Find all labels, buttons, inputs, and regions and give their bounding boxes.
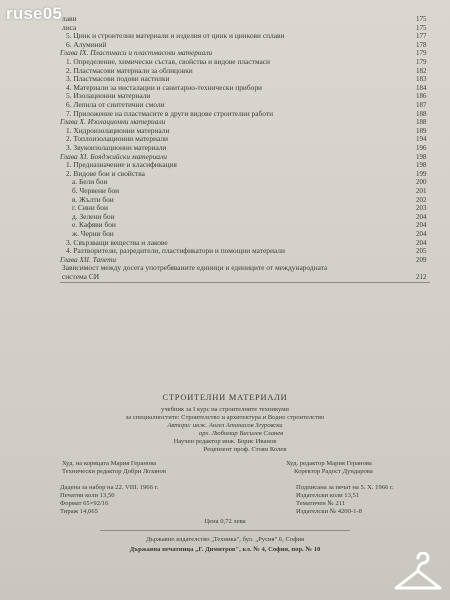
hanger-logo-icon <box>392 552 444 596</box>
cover-artist: Худ. на корицата Мария Геранова <box>62 460 157 467</box>
toc-entry-text: Глава IX. Пластмаси и пластмасови материали <box>60 48 213 58</box>
publisher: Държавно издателство „Техника", бул. „Русия" 6, София <box>145 536 305 543</box>
toc-page-number: 179 <box>416 49 427 58</box>
proofreader: Коректор Радост Дундарова <box>294 468 373 475</box>
toc-page-number: 177 <box>416 32 427 41</box>
toc-bottom-rule <box>60 282 430 283</box>
toc-page-number: 179 <box>416 58 427 66</box>
imprint-line: Рецензент проф. Стоян Колев <box>203 446 287 453</box>
toc-entry-text: г. Сини бои <box>72 203 108 213</box>
imprint-line: за специалностите: Строителство и архитектура и Водно строителство <box>125 414 325 421</box>
print-detail-line: Тираж 14,065 <box>60 508 98 515</box>
toc-page-number: 187 <box>416 101 427 109</box>
toc-page-number: 199 <box>416 169 427 178</box>
toc-entry-text: 1. Определение, химически състав, свойства и видове пластмаси <box>66 57 271 66</box>
toc-page-number: 209 <box>416 255 427 264</box>
toc-entry-text: Глава XI. Бояджийски материали <box>60 151 167 161</box>
toc-entry-text: 6. Лепила от синтетични смоли <box>66 100 165 109</box>
toc-entry-text: в. Жълти бои <box>72 194 114 204</box>
toc-page-number: 202 <box>416 195 427 204</box>
toc-page-number: 198 <box>416 161 427 170</box>
toc-entry-text: Глава XII. Тапети <box>60 254 117 264</box>
print-detail-line: Дадена за набор на 22. VIII. 1966 г. <box>60 484 159 491</box>
toc-entry-text: 2. Видове бои и свойства <box>66 168 145 178</box>
print-details-left <box>60 484 220 516</box>
toc-entry-text: 3. Звукоизолационни материали <box>66 143 167 152</box>
printer: Държавна печатница „Г. Димитров", кл. № 4, София, пор. № 10 <box>129 546 321 553</box>
imprint-line: Научен редактор инж. Борис Иванов <box>173 438 277 445</box>
toc-page-number: 182 <box>416 66 427 75</box>
toc-entry-text: 3. Пластмасови подови настилки <box>66 74 170 84</box>
imprint-line: Автори: инж. Ангел Атанасов Згуровски <box>167 422 283 429</box>
toc-page-number: 186 <box>416 92 427 101</box>
toc-page-number: 205 <box>416 247 427 256</box>
print-details-right <box>296 484 436 516</box>
toc-page-number: 184 <box>416 83 427 92</box>
book-title: СТРОИТЕЛНИ МАТЕРИАЛИ <box>162 393 288 402</box>
toc-row <box>62 272 440 282</box>
toc-entry-text: 3. Свързващи вещества и лакове <box>66 237 168 247</box>
print-detail-line: Подписана за печат на 5. X. 1966 г. <box>296 484 394 491</box>
toc-entry-text: Зависимост между досега употребяваните единици и единиците от международната <box>62 263 328 273</box>
toc-page-number: 203 <box>416 204 427 213</box>
toc-page-number: 188 <box>416 118 427 127</box>
toc-entry-text: 2. Топлоизолационни материали <box>66 134 168 144</box>
toc-entry-text: 7. Приложение на пластмасите в други видове строителни работи <box>66 108 274 118</box>
toc-page-number: 183 <box>416 75 427 84</box>
print-detail-line: Издателски № 4200-1-8 <box>296 508 362 515</box>
print-detail-line: Тематичен № 211 <box>296 500 346 507</box>
toc-page-number: 194 <box>416 135 427 144</box>
toc-entry-text: 1. Предназначение и класификация <box>66 160 177 170</box>
toc-entry-text: 6. Алуминий <box>66 39 107 49</box>
toc-page-number: 198 <box>416 152 427 161</box>
toc-page-number: 188 <box>416 109 427 118</box>
technical-editor: Технически редактор Добри Лозанов <box>62 468 166 475</box>
print-detail-line: Издателски коли 13,51 <box>296 492 360 499</box>
toc-entry-text: Глава X. Изолационни материали <box>60 117 166 127</box>
toc-entry-text: 4. Разтворители, разредители, пластификатори и помощни материали <box>66 246 285 256</box>
imprint-rule <box>100 530 350 531</box>
print-detail-line: Печатни коли 13,50 <box>60 492 115 499</box>
imprint-line: учебник за I курс на строителните техникуми <box>161 406 289 413</box>
toc-page-number: 200 <box>416 178 427 187</box>
toc-page-number: 204 <box>416 230 427 238</box>
toc-page-number: 196 <box>416 144 427 152</box>
watermark-logo: ruse05 <box>6 4 63 23</box>
toc-page-number: 178 <box>416 40 427 49</box>
imprint-line: арх. Любомир Василев Сланев <box>198 430 284 437</box>
toc-page-number: 175 <box>416 23 427 32</box>
toc-entry-text: а. Бели бои <box>72 177 108 187</box>
toc-page-number: 204 <box>416 238 427 247</box>
price: Цена 0,72 лева <box>204 518 246 525</box>
toc-entry-text: лави <box>62 14 77 23</box>
toc-page-number: 201 <box>416 187 427 195</box>
toc-entry-text: система СИ <box>62 272 100 281</box>
toc-page-number: 212 <box>416 273 427 281</box>
toc-page-number: 175 <box>416 15 427 23</box>
toc-entry-text: 5. Цинк и строителни материали и изделия от цинк и цинкови сплави <box>66 31 285 41</box>
art-editor: Худ. редактор Мария Геранова <box>286 460 372 467</box>
toc-entry-text: 2. Пластмасови материали за облицовки <box>66 65 193 75</box>
toc-entry-text: д. Зелени бои <box>72 211 115 221</box>
toc-page-number: 189 <box>416 126 427 135</box>
toc-entry-text: лиса <box>62 22 77 32</box>
toc-entry-text: 4. Материали за инсталации и санитарно-технически прибори <box>66 82 262 92</box>
toc-page-number: 204 <box>416 212 427 221</box>
print-detail-line: Формат 65×92/16 <box>60 500 109 507</box>
toc-entry-text: 1. Хидроизолационни материали <box>66 125 170 135</box>
toc-page-number: 204 <box>416 221 427 230</box>
toc-entry-text: е. Кафяви бои <box>72 220 116 230</box>
toc-entry-text: 5. Изолационни материали <box>66 91 151 101</box>
toc-entry-text: б. Червени бои <box>72 186 120 195</box>
toc-entry-text: ж. Черни бои <box>72 229 114 238</box>
